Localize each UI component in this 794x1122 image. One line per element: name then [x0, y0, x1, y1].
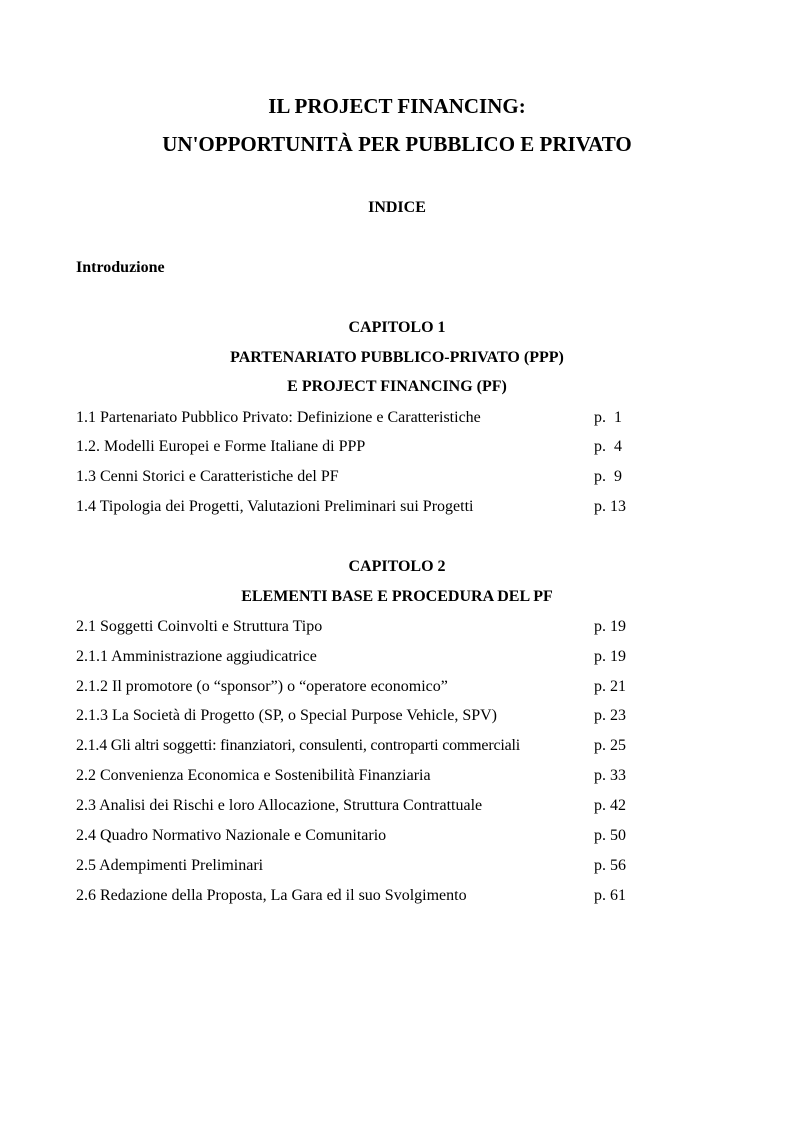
toc-entry-title: 2.3 Analisi dei Rischi e loro Allocazione, Struttura Contrattuale: [76, 797, 483, 814]
toc-entry-page: p. 4: [594, 438, 622, 455]
toc-entry-page: p. 23: [594, 707, 626, 724]
toc-entry-page: p. 42: [594, 797, 626, 814]
toc-entry-page: p. 21: [594, 678, 626, 695]
toc-entry: [76, 497, 636, 517]
index-heading: INDICE: [368, 199, 426, 216]
toc-entry: [76, 796, 636, 816]
toc-entry: [76, 617, 636, 637]
toc-entry-title: 1.3 Cenni Storici e Caratteristiche del PF: [76, 468, 339, 485]
introduction-entry: Introduzione: [76, 259, 165, 276]
toc-entry-title: 2.4 Quadro Normativo Nazionale e Comunitario: [76, 827, 387, 844]
toc-entry-title: 2.1 Soggetti Coinvolti e Struttura Tipo: [76, 618, 323, 635]
toc-entry-page: p. 25: [594, 737, 626, 754]
toc-entry-title: 2.1.4 Gli altri soggetti: finanziatori, consulenti, controparti commerciali: [76, 737, 520, 754]
document-title-line-2: UN'OPPORTUNITÀ PER PUBBLICO E PRIVATO: [162, 132, 632, 156]
toc-entry-page: p. 61: [594, 887, 626, 904]
chapter-2-title-line-1: ELEMENTI BASE E PROCEDURA DEL PF: [241, 588, 553, 605]
toc-entry: [76, 647, 636, 667]
toc-entry-title: 2.1.1 Amministrazione aggiudicatrice: [76, 648, 317, 665]
chapter-1-label: CAPITOLO 1: [348, 319, 446, 336]
toc-entry-title: 2.1.3 La Società di Progetto (SP, o Special Purpose Vehicle, SPV): [76, 707, 497, 724]
toc-entry: [76, 467, 636, 487]
toc-entry-title: 1.4 Tipologia dei Progetti, Valutazioni Preliminari sui Progetti: [76, 498, 474, 515]
toc-entry-title: 2.2 Convenienza Economica e Sostenibilità Finanziaria: [76, 767, 431, 784]
chapter-1-title-line-2: E PROJECT FINANCING (PF): [287, 378, 507, 395]
toc-entry: [76, 856, 636, 876]
toc-entry: [76, 437, 636, 457]
toc-entry: [76, 706, 636, 726]
toc-entry: [76, 408, 636, 428]
toc-entry-title: 2.6 Redazione della Proposta, La Gara ed il suo Svolgimento: [76, 887, 467, 904]
toc-entry-page: p. 33: [594, 767, 626, 784]
chapter-2-label: CAPITOLO 2: [348, 558, 446, 575]
toc-entry-title: 1.2. Modelli Europei e Forme Italiane di PPP: [76, 438, 366, 455]
toc-entry-page: p. 9: [594, 468, 622, 485]
toc-entry-title: 1.1 Partenariato Pubblico Privato: Definizione e Caratteristiche: [76, 409, 481, 426]
toc-entry-page: p. 56: [594, 857, 626, 874]
toc-entry-page: p. 1: [594, 409, 622, 426]
toc-entry: [76, 826, 636, 846]
toc-entry: [76, 677, 636, 697]
document-title-line-1: IL PROJECT FINANCING:: [268, 94, 526, 118]
toc-entry-title: 2.1.2 Il promotore (o “sponsor”) o “operatore economico”: [76, 678, 448, 695]
toc-entry-page: p. 19: [594, 618, 626, 635]
toc-entry-page: p. 50: [594, 827, 626, 844]
toc-entry-page: p. 19: [594, 648, 626, 665]
toc-entry: [76, 736, 636, 756]
toc-entry-title: 2.5 Adempimenti Preliminari: [76, 857, 264, 874]
toc-entry: [76, 886, 636, 906]
chapter-1-title-line-1: PARTENARIATO PUBBLICO-PRIVATO (PPP): [230, 349, 564, 366]
toc-entry-page: p. 13: [594, 498, 626, 515]
toc-entry: [76, 766, 636, 786]
